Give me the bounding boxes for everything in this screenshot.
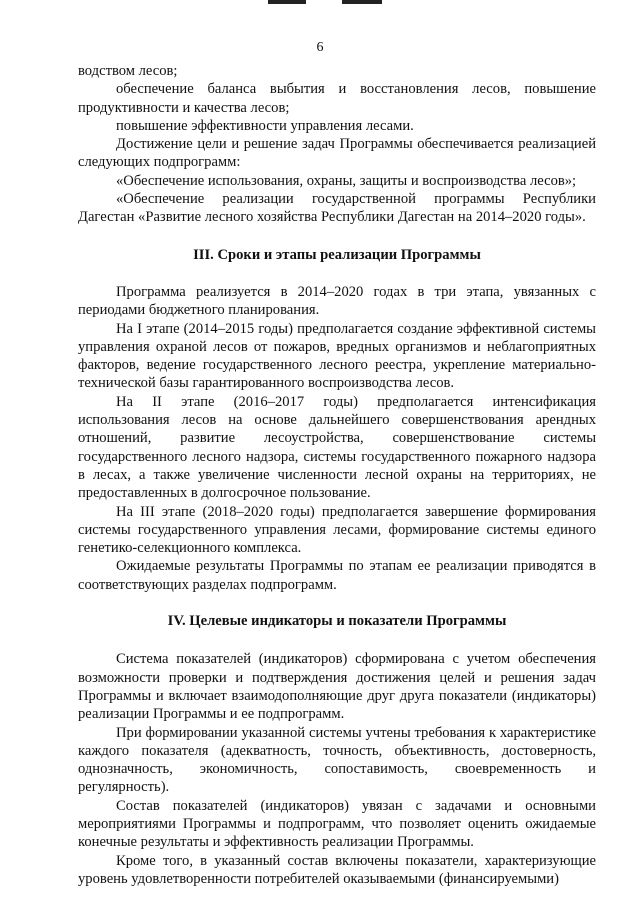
paragraph: На II этапе (2016–2017 годы) предполагается интенсификация использования лесов на основе дальнейшего совершенствования арендных отношений, развитие лесоустройства, совершенствование системы государственного лесного надзора, системы государственного пожарного надзора в лесах, а также увеличение численности лесной охраны на территориях, не предоставленных в долгосрочное пользование.	[78, 393, 596, 502]
page-number: 6	[316, 40, 324, 55]
paragraph: Система показателей (индикаторов) сформирована с учетом обеспечения возможности проверки и подтверждения достижения целей и решения задач Программы и включает взаимодополняющие друг друга показатели (индикаторы) реализации Программы и ее подпрограмм.	[78, 651, 596, 723]
scan-artifact	[342, 0, 382, 4]
paragraph: Достижение цели и решение задач Программы обеспечивается реализацией следующих подпрограмм:	[78, 136, 596, 171]
section-heading: III. Сроки и этапы реализации Программы	[193, 246, 481, 263]
paragraph: На III этапе (2018–2020 годы) предполагается завершение формирования системы государственного управления лесами, формирование системы единого генетико-селекционного комплекса.	[78, 503, 596, 557]
paragraph: Ожидаемые результаты Программы по этапам ее реализации приводятся в соответствующих разделах подпрограмм.	[78, 558, 596, 593]
paragraph: водством лесов;	[78, 63, 178, 79]
scan-artifact	[268, 0, 306, 4]
paragraph: «Обеспечение реализации государственной программы Республики Дагестан «Развитие лесного хозяйства Республики Дагестан на 2014–2020 годы».	[78, 191, 596, 226]
paragraph: Состав показателей (индикаторов) увязан с задачами и основными мероприятиями Программы и подпрограмм, что позволяет оценить ожидаемые конечные результаты и эффективность реализации Программы.	[78, 797, 596, 851]
paragraph: Программа реализуется в 2014–2020 годах в три этапа, увязанных с периодами бюджетного планирования.	[78, 283, 596, 319]
paragraph: повышение эффективности управления лесами.	[116, 117, 414, 134]
paragraph: При формировании указанной системы учтены требования к характеристике каждого показателя (адекватность, точность, объективность, достоверность, однозначность, экономичность, сопоставимость, своевременность и регулярность).	[78, 724, 596, 796]
paragraph: обеспечение баланса выбытия и восстановления лесов, повышение продуктивности и качества лесов;	[78, 81, 596, 116]
paragraph: Кроме того, в указанный состав включены показатели, характеризующие уровень удовлетворенности потребителей оказываемыми (финансируемыми)	[78, 852, 596, 887]
document-body	[78, 62, 596, 888]
paragraph: На I этапе (2014–2015 годы) предполагается создание эффективной системы управления охраной лесов от пожаров, вредных организмов и неблагоприятных факторов, ведение государственного лесного реестра, укрепление материально-технической базы гарантированного воспроизводства лесов.	[78, 320, 596, 392]
section-heading: IV. Целевые индикаторы и показатели Программы	[167, 613, 507, 630]
paragraph: «Обеспечение использования, охраны, защиты и воспроизводства лесов»;	[116, 172, 577, 189]
